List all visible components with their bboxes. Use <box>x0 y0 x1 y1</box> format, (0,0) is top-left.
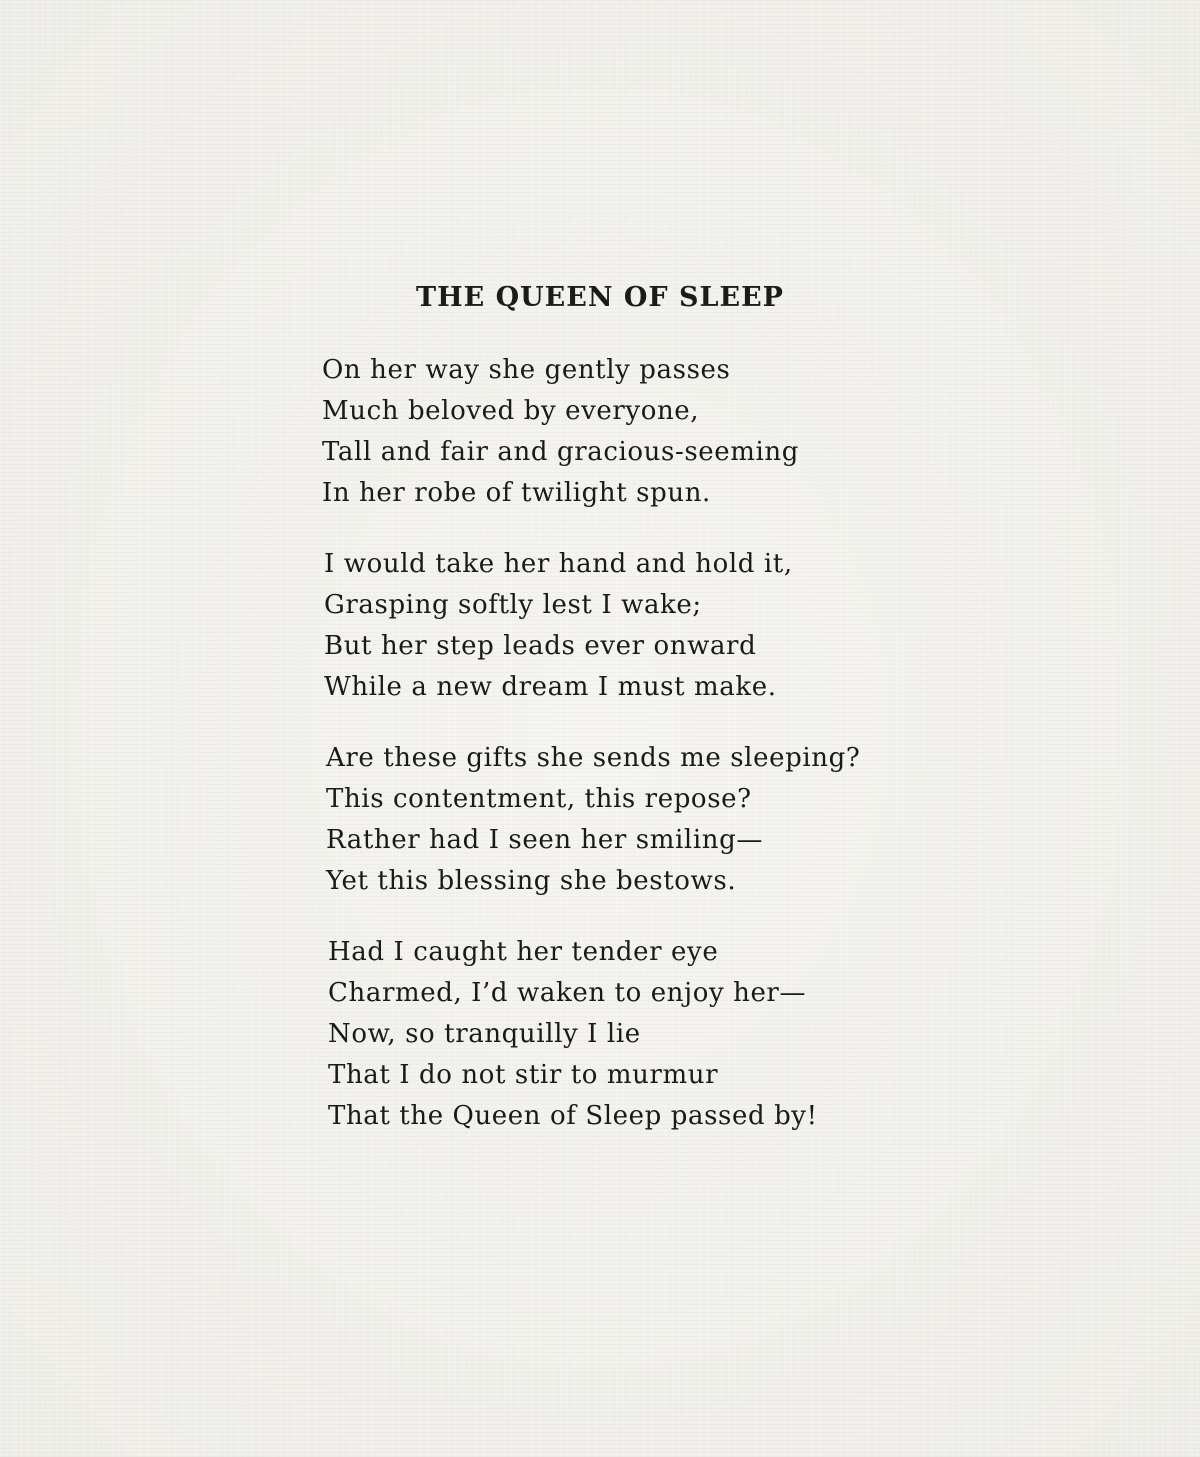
poem-line: Tall and fair and gracious-seeming <box>322 437 800 467</box>
poem-title <box>0 280 1200 316</box>
poem-line: But her step leads ever onward <box>324 631 757 661</box>
poem-line: Yet this blessing she bestows. <box>326 866 737 896</box>
poem-line: Much beloved by everyone, <box>322 396 700 426</box>
poem-line: Grasping softly lest I wake; <box>324 590 702 620</box>
poem-line: On her way she gently passes <box>322 355 731 385</box>
poem-line: Now, so tranquilly I lie <box>328 1019 641 1049</box>
poem-line: This contentment, this repose? <box>326 784 752 814</box>
stanza-3 <box>326 738 946 902</box>
poem-line: Rather had I seen her smiling— <box>326 825 763 855</box>
poem-line: Had I caught her tender eye <box>328 937 719 967</box>
poem-line: Charmed, I’d waken to enjoy her— <box>328 978 807 1008</box>
stanza-4 <box>328 932 948 1137</box>
poem-line: That the Queen of Sleep passed by! <box>328 1101 818 1131</box>
poem-line: That I do not stir to murmur <box>328 1060 719 1090</box>
poem-line: While a new dream I must make. <box>324 672 777 702</box>
poem-line: In her robe of twilight spun. <box>322 478 711 508</box>
poem-line: Are these gifts she sends me sleeping? <box>326 743 861 773</box>
stanza-2 <box>324 544 944 708</box>
poem-title-text: THE QUEEN OF SLEEP <box>416 282 784 313</box>
poem-body <box>322 350 942 1137</box>
poem-line: I would take her hand and hold it, <box>324 549 793 579</box>
stanza-1 <box>322 350 942 514</box>
